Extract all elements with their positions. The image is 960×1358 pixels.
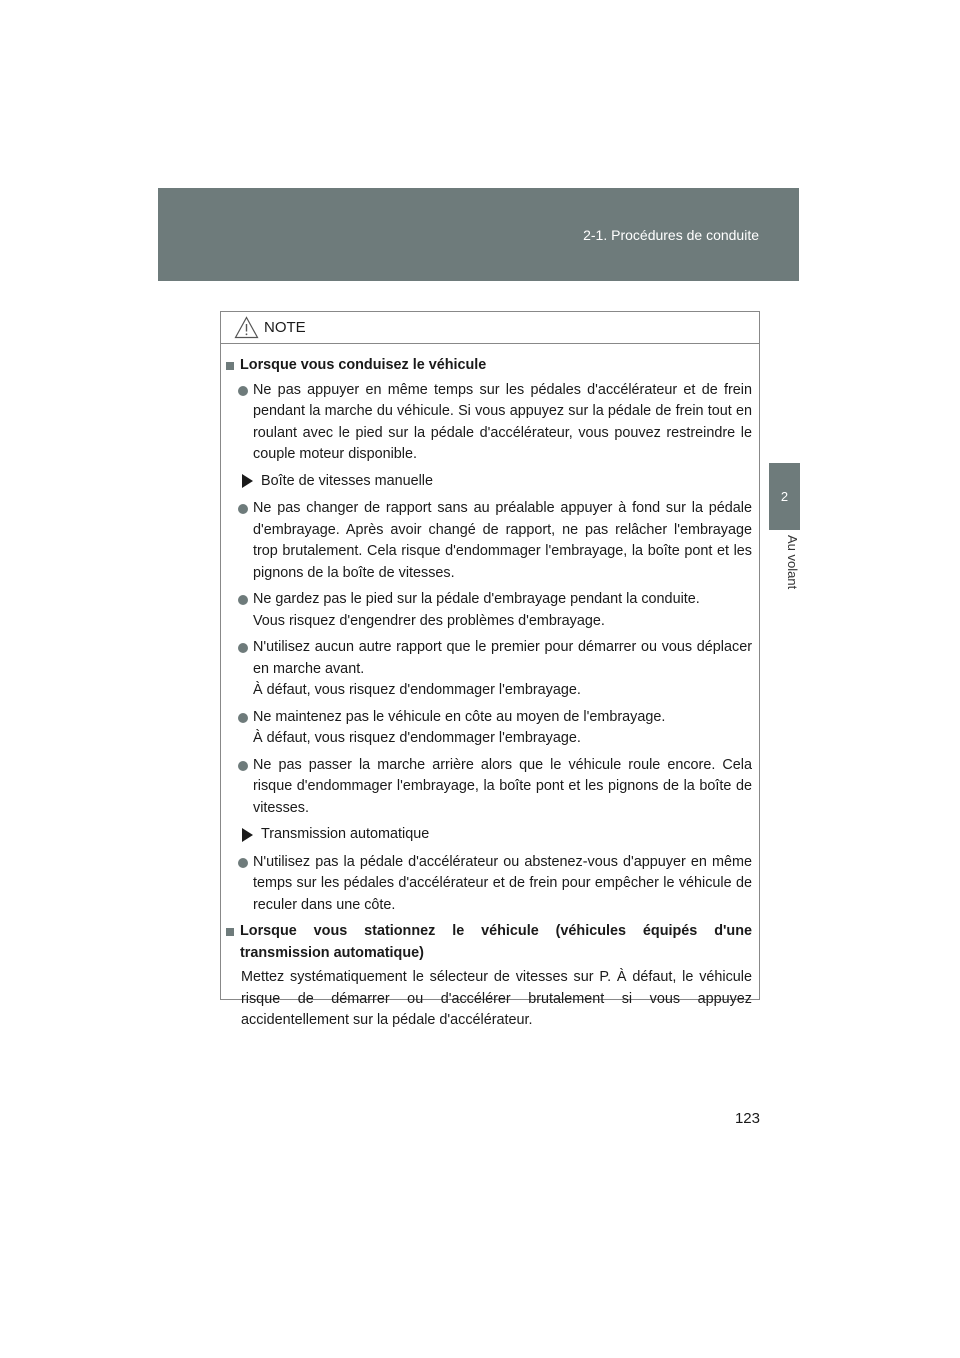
note-title: NOTE bbox=[264, 319, 306, 336]
list-item bbox=[238, 380, 752, 466]
list-item-line: Ne maintenez pas le véhicule en côte au moyen de l'embrayage. bbox=[253, 708, 666, 725]
paragraph: Mettez systématiquement le sélecteur de vitesses sur P. À défaut, le véhicule risque de démarrer ou d'accélérer brutalement si vous appuyez accidentellement sur la pédale d'accélérateur. bbox=[241, 969, 752, 1028]
section-heading bbox=[226, 921, 752, 964]
square-bullet-icon bbox=[226, 362, 234, 370]
page-number: 123 bbox=[734, 1110, 760, 1127]
list-item bbox=[238, 755, 752, 820]
list-item bbox=[238, 637, 752, 702]
list-item bbox=[238, 589, 752, 632]
list-item-text bbox=[253, 589, 700, 632]
heading-text: Lorsque vous stationnez le véhicule (véhicules équipés d'une transmission automatique) bbox=[240, 923, 752, 961]
list-item bbox=[238, 707, 752, 750]
chapter-label: Au volant bbox=[785, 535, 800, 590]
square-bullet-icon bbox=[226, 928, 234, 936]
list-item-text: Ne pas appuyer en même temps sur les pédales d'accélérateur et de frein pendant la marche du véhicule. Si vous appuyez sur la pédale de frein tout en roulant avec le pied sur la pédale d'accélérateur, vous pouvez restreindre le couple moteur disponible. bbox=[253, 381, 752, 462]
list-item-text: Ne pas passer la marche arrière alors que le véhicule roule encore. Cela risque d'endommager l'embrayage, la boîte pont et les pignons de la boîte de vitesses. bbox=[253, 756, 752, 816]
list-item-text bbox=[253, 637, 752, 702]
circle-bullet-icon bbox=[238, 504, 248, 514]
list-item-text: N'utilisez pas la pédale d'accélérateur ou abstenez-vous d'appuyer en même temps sur les pédales d'accélérateur et de frein pour empêcher le véhicule de reculer dans une côte. bbox=[253, 853, 752, 913]
heading-text: Lorsque vous conduisez le véhicule bbox=[240, 357, 487, 373]
triangle-arrow-icon bbox=[242, 474, 253, 488]
circle-bullet-icon bbox=[238, 643, 248, 653]
chapter-number: 2 bbox=[780, 489, 789, 504]
list-item-line: À défaut, vous risquez d'endommager l'embrayage. bbox=[253, 682, 581, 698]
subsection-text: Boîte de vitesses manuelle bbox=[261, 472, 433, 489]
circle-bullet-icon bbox=[238, 595, 248, 605]
note-box bbox=[220, 311, 760, 1028]
list-item bbox=[238, 498, 752, 584]
subsection-text: Transmission automatique bbox=[261, 826, 430, 842]
list-item-line: À défaut, vous risquez d'endommager l'embrayage. bbox=[253, 730, 581, 746]
section-title: 2-1. Procédures de conduite bbox=[583, 227, 759, 243]
warning-icon bbox=[234, 316, 259, 339]
header-band bbox=[158, 188, 799, 281]
circle-bullet-icon bbox=[238, 761, 248, 771]
circle-bullet-icon bbox=[238, 858, 248, 868]
subsection-heading bbox=[242, 471, 752, 493]
list-item-line: Ne gardez pas le pied sur la pédale d'embrayage pendant la conduite. bbox=[253, 591, 700, 607]
note-header bbox=[221, 312, 759, 344]
list-item-text bbox=[253, 707, 665, 750]
list-item-line: N'utilisez aucun autre rapport que le premier pour démarrer ou vous déplacer en marche avant. bbox=[253, 639, 752, 677]
list-item-text: Ne pas changer de rapport sans au préalable appuyer à fond sur la pédale d'embrayage. Après avoir changé de rapport, ne pas relâcher l'embrayage trop brutalement. Cela risque d'endommager l'embrayage, la boîte pont et les pignons de la boîte de vitesses. bbox=[253, 500, 752, 581]
subsection-heading bbox=[242, 824, 752, 846]
circle-bullet-icon bbox=[238, 386, 248, 396]
circle-bullet-icon bbox=[238, 713, 248, 723]
chapter-tab bbox=[769, 463, 800, 530]
note-body bbox=[221, 344, 759, 1032]
list-item bbox=[238, 852, 752, 917]
triangle-arrow-icon bbox=[242, 828, 253, 842]
list-item-line: Vous risquez d'engendrer des problèmes d'embrayage. bbox=[253, 612, 605, 629]
section-heading bbox=[226, 355, 752, 377]
